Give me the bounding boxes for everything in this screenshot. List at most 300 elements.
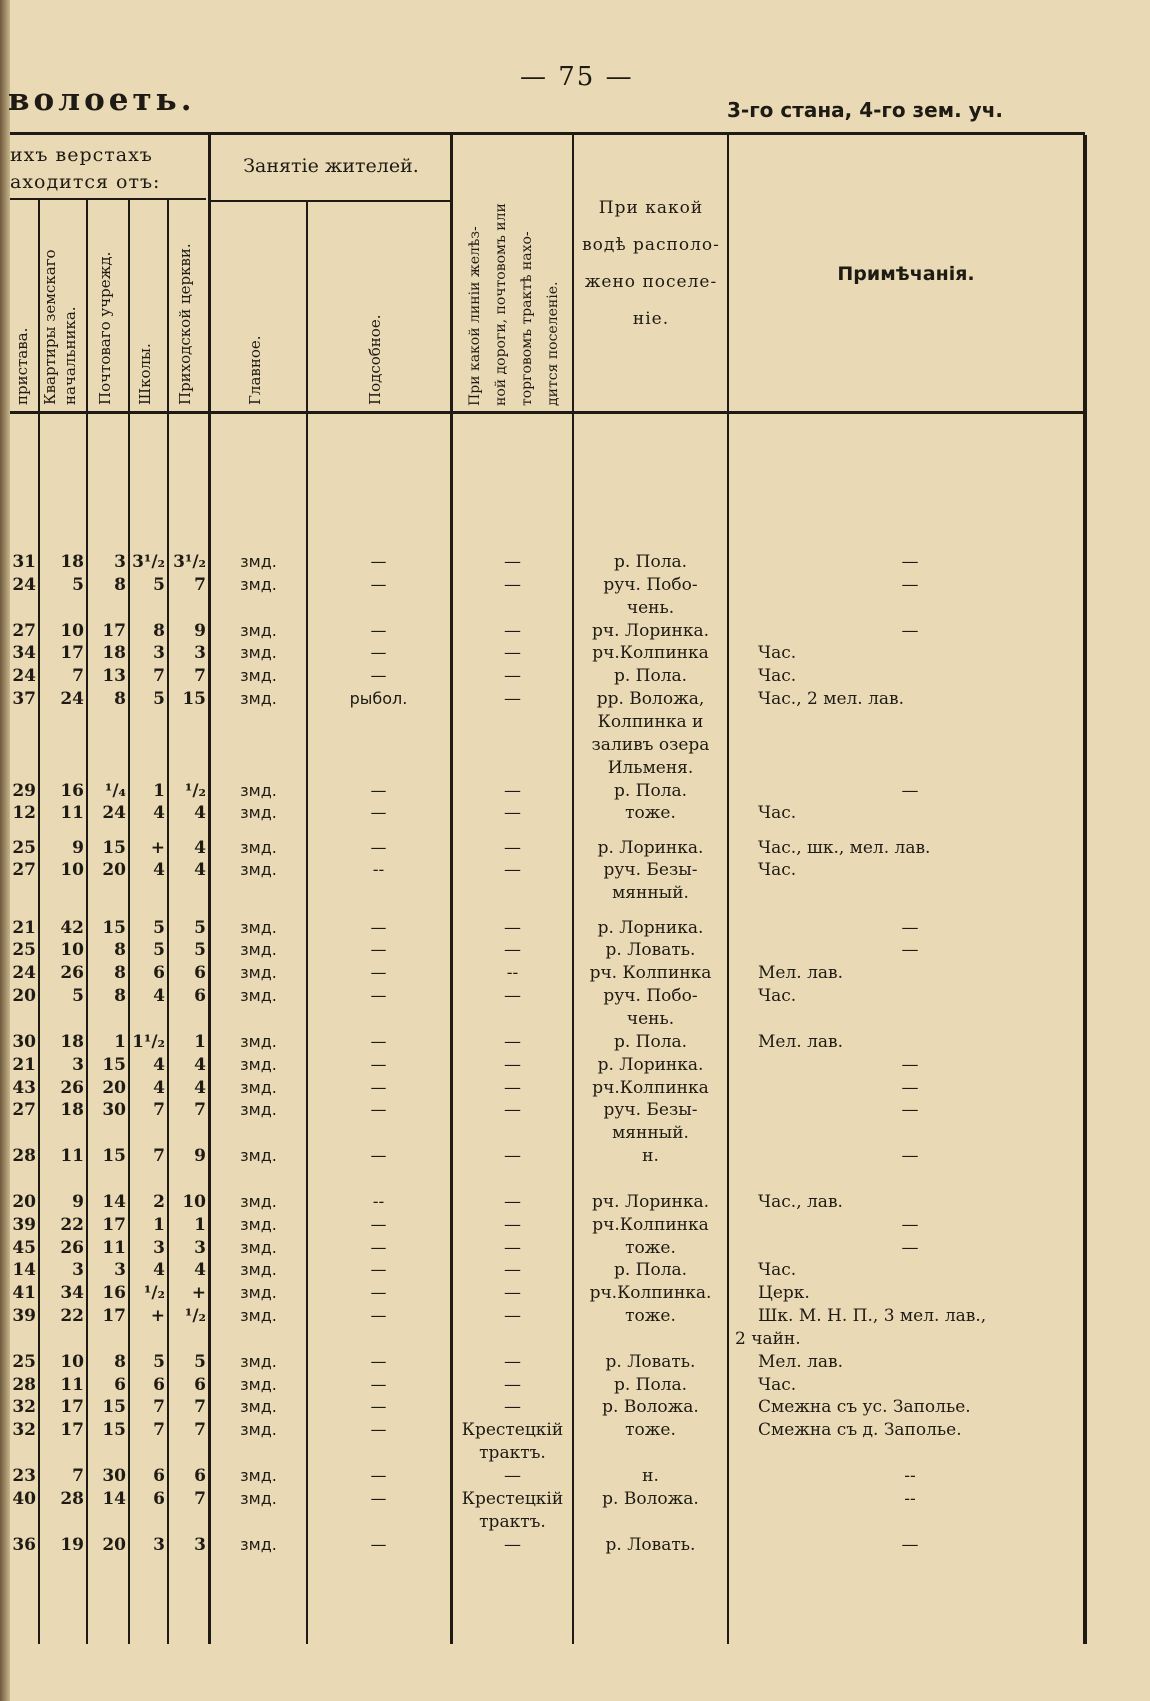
table-cell-f: змд.: [240, 803, 277, 823]
table-cell-n: —: [901, 1237, 919, 1258]
table-cell-n: Мел. лав.: [758, 1351, 843, 1372]
table-cell-g: —: [370, 803, 387, 823]
header-group-distance: ихъ верстахъ аходится отъ:: [10, 144, 161, 193]
table-cell-g: —: [370, 643, 387, 663]
table-cell-b: 11: [60, 1146, 84, 1167]
table-cell-b: 7: [72, 666, 84, 687]
table-cell-c: 16: [102, 1283, 126, 1304]
header-col-doroga: При какой линіи желѣз- ной дороги, почтовомъ или торговомъ трактѣ нахо- дится поселеніе.: [467, 203, 561, 406]
table-cell-b: 7: [72, 1466, 84, 1486]
table-cell-d: 6: [153, 1466, 165, 1486]
table-cell-n: Час.: [758, 1374, 797, 1395]
table-cell-h: —: [504, 837, 521, 858]
table-cell-e: 3: [194, 1534, 206, 1555]
table-cell-c: 15: [102, 1397, 126, 1418]
table-cell-f: змд.: [240, 1146, 277, 1166]
table-cell-g: --: [372, 1191, 385, 1211]
table-cell-e: 5: [194, 1351, 206, 1372]
table-cell-w: рч. Лоринка.: [591, 620, 710, 641]
table-cell-d: 4: [153, 1260, 165, 1281]
table-cell-n: —: [901, 780, 919, 801]
table-cell-n: —: [901, 1054, 919, 1075]
table-cell-n2: 2 чайн.: [735, 1328, 801, 1349]
table-cell-b: 9: [72, 1191, 84, 1212]
table-cell-b: 17: [60, 1397, 84, 1418]
table-cell-g: —: [370, 1283, 387, 1303]
table-cell-f: змд.: [240, 574, 277, 594]
table-cell-f: змд.: [240, 643, 277, 663]
table-cell-d: 5: [153, 689, 165, 710]
table-cell-f: змд.: [240, 940, 277, 960]
table-cell-g: —: [370, 1077, 387, 1097]
table-cell-h: —: [504, 643, 521, 664]
table-cell-e: 6: [194, 986, 206, 1007]
table-cell-g: —: [370, 1146, 387, 1166]
table-cell-h: —: [504, 803, 521, 824]
table-cell-n: --: [904, 1466, 916, 1486]
table-cell-g: —: [370, 1237, 387, 1257]
table-cell-e: ¹/₂: [184, 1306, 206, 1327]
table-cell-w: р. Пола.: [613, 552, 688, 572]
table-cell-c: 14: [102, 1191, 126, 1212]
table-cell-g: —: [370, 986, 387, 1006]
header-col-shkola: Школы.: [136, 343, 154, 405]
table-cell-f: змд.: [240, 1466, 277, 1485]
table-cell-e: 7: [194, 1397, 206, 1418]
table-cell-w: рч.Колпинка.: [589, 1283, 712, 1304]
table-cell-w: заливъ озера: [591, 734, 710, 755]
table-cell-f: змд.: [240, 1191, 277, 1211]
table-cell-c: 20: [102, 1534, 126, 1555]
table-cell-w: рч.Колпинка: [592, 1077, 709, 1098]
table-cell-b: 11: [60, 803, 84, 824]
table-cell-d: 6: [153, 963, 165, 984]
book-spine-shadow: [0, 0, 10, 1701]
table-cell-d: 5: [153, 1351, 165, 1372]
table-cell-d: ¹/₂: [143, 1283, 165, 1304]
table-cell-c: 30: [102, 1100, 126, 1121]
table-cell-d: 7: [153, 1420, 165, 1441]
table-cell-h: --: [506, 963, 519, 984]
table-cell-d: +: [150, 837, 165, 858]
table-cell-h: —: [504, 1374, 521, 1395]
table-cell-f: змд.: [240, 1306, 277, 1326]
table-cell-d: 7: [153, 1397, 165, 1418]
table-cell-n: Мел. лав.: [758, 1031, 843, 1052]
table-cell-w: н.: [642, 1466, 659, 1486]
table-cell-g: —: [370, 1374, 387, 1394]
header-col-tserkov: Приходской церкви.: [176, 243, 194, 405]
table-cell-e: ¹/₂: [184, 780, 206, 801]
table-cell-c: 17: [102, 1306, 126, 1327]
table-cell-f: змд.: [240, 1214, 277, 1234]
table-cell-a: 21: [12, 1054, 36, 1075]
table-cell-f: змд.: [240, 860, 277, 880]
header-col-glavnoe: Главное.: [246, 335, 264, 405]
table-cell-e: 6: [194, 963, 206, 984]
table-cell-a: 32: [12, 1397, 36, 1418]
table-cell-g: —: [370, 963, 387, 983]
table-cell-a: 14: [12, 1260, 36, 1281]
table-cell-w: р. Лоринка.: [597, 1054, 704, 1075]
table-cell-n: Шк. М. Н. П., 3 мел. лав.,: [758, 1306, 987, 1327]
table-cell-d: 4: [153, 803, 165, 824]
table-cell-f: змд.: [240, 1351, 277, 1371]
table-cell-h: Крестецкій: [461, 1488, 564, 1509]
table-cell-a: 23: [12, 1466, 36, 1486]
table-cell-e: 6: [194, 1466, 206, 1486]
table-cell-g: —: [370, 1420, 387, 1440]
table-cell-a: 39: [12, 1306, 36, 1327]
table-cell-n: Час., лав.: [758, 1191, 843, 1212]
col-rule-8: [572, 135, 574, 1644]
col-rule-10: [1083, 135, 1087, 1644]
table-cell-b: 3: [72, 1054, 84, 1075]
table-cell-w: руч. Безы-: [603, 860, 698, 881]
table-cell-d: 1: [153, 1214, 165, 1235]
table-cell-c: 8: [114, 574, 126, 595]
table-cell-g: рыбол.: [349, 689, 408, 709]
table-cell-d: +: [150, 1306, 165, 1327]
table-cell-w: Ильменя.: [607, 757, 694, 778]
table-cell-g: —: [370, 1306, 387, 1326]
table-cell-b: 28: [60, 1488, 84, 1509]
table-cell-d: 4: [153, 860, 165, 881]
table-cell-b: 11: [60, 1374, 84, 1395]
table-cell-a: 21: [12, 917, 36, 938]
table-cell-g: —: [370, 1397, 387, 1417]
table-cell-h: —: [504, 940, 521, 961]
table-cell-d: 1: [153, 780, 165, 801]
table-cell-d: 4: [153, 986, 165, 1007]
table-cell-f: змд.: [240, 1397, 277, 1417]
table-cell-a: 32: [12, 1420, 36, 1441]
table-cell-d: 3: [153, 1237, 165, 1258]
table-cell-f: змд.: [240, 1077, 277, 1097]
page-header-left: волоеть.: [8, 82, 196, 118]
table-cell-e: 6: [194, 1374, 206, 1395]
col-rule-9: [727, 135, 729, 1644]
table-cell-h: —: [504, 860, 521, 881]
table-cell-h: Крестецкій: [461, 1420, 564, 1441]
table-cell-w: рч. Колпинка: [589, 963, 712, 984]
table-cell-a: 31: [12, 552, 36, 572]
table-cell-b: 19: [60, 1534, 84, 1555]
table-cell-n: Час.: [758, 666, 797, 687]
table-cell-h: —: [504, 1306, 521, 1327]
table-cell-c: 30: [102, 1466, 126, 1486]
table-cell-c: 3: [114, 552, 126, 572]
table-cell-f: змд.: [240, 780, 277, 800]
table-cell-h: —: [504, 1351, 521, 1372]
table-cell-e: 4: [194, 1077, 206, 1098]
table-cell-c: 15: [102, 1420, 126, 1441]
table-cell-h: —: [504, 780, 521, 801]
table-cell-a: 34: [12, 643, 36, 664]
table-cell-a: 25: [12, 1351, 36, 1372]
table-cell-b: 10: [60, 860, 84, 881]
page-number: — 75 —: [520, 62, 634, 92]
header-group-occupation: Занятіе жителей.: [243, 155, 419, 177]
table-cell-a: 25: [12, 940, 36, 961]
table-cell-n: —: [901, 917, 919, 938]
table-cell-d: 4: [153, 1077, 165, 1098]
table-cell-a: 25: [12, 837, 36, 858]
table-cell-f: змд.: [240, 1488, 277, 1508]
table-cell-h: —: [504, 1214, 521, 1235]
table-cell-h: —: [504, 620, 521, 641]
header-col-kvartira: Квартиры земскаго начальника.: [41, 249, 79, 405]
table-cell-e: 1: [194, 1031, 206, 1052]
table-cell-g: —: [370, 552, 387, 571]
table-cell-n: Церк.: [758, 1283, 810, 1304]
table-cell-h: —: [504, 1466, 521, 1486]
table-cell-w: тоже.: [625, 1237, 676, 1258]
table-cell-b: 5: [72, 986, 84, 1007]
table-cell-b: 24: [60, 689, 84, 710]
table-cell-a: 41: [12, 1283, 36, 1304]
table-cell-h: —: [504, 1260, 521, 1281]
table-cell-w: руч. Безы-: [603, 1100, 698, 1121]
table-cell-d: 8: [153, 620, 165, 641]
table-cell-f: змд.: [240, 1054, 277, 1074]
table-cell-g: --: [372, 860, 385, 880]
table-cell-g: —: [370, 574, 387, 594]
table-cell-b: 17: [60, 643, 84, 664]
table-cell-d: 3: [153, 643, 165, 664]
table-cell-w: р. Воложа.: [602, 1488, 699, 1509]
table-cell-n: —: [901, 1100, 919, 1121]
col-rule-5: [208, 135, 211, 1644]
table-cell-w: р. Лорника.: [597, 917, 704, 938]
table-cell-n: —: [901, 574, 919, 595]
header-bottom-rule: [10, 411, 1085, 414]
table-cell-b: 10: [60, 620, 84, 641]
table-cell-n: Час.: [758, 986, 797, 1007]
table-cell-h: —: [504, 1534, 521, 1555]
table-cell-n: Смежна съ д. Заполье.: [758, 1420, 962, 1441]
table-cell-g: —: [370, 837, 387, 857]
table-cell-g: —: [370, 1488, 387, 1508]
table-cell-e: 15: [182, 689, 206, 710]
table-cell-g: —: [370, 1031, 387, 1051]
table-cell-h: —: [504, 689, 521, 710]
table-cell-g: —: [370, 917, 387, 937]
table-cell-n: Смежна съ ус. Заполье.: [758, 1397, 971, 1418]
table-cell-c: 11: [102, 1237, 126, 1258]
table-cell-g: —: [370, 620, 387, 640]
table-cell-d: 5: [153, 917, 165, 938]
table-cell-g: —: [370, 1534, 387, 1554]
table-cell-f: змд.: [240, 620, 277, 640]
table-cell-a: 30: [12, 1031, 36, 1052]
col-rule-6: [306, 202, 308, 1644]
table-cell-h: —: [504, 1077, 521, 1098]
table-cell-w: тоже.: [625, 1306, 676, 1327]
table-cell-a: 45: [12, 1237, 36, 1258]
table-cell-c: 1: [114, 1031, 126, 1052]
table-cell-e: 7: [194, 1488, 206, 1509]
table-cell-n: —: [901, 1214, 919, 1235]
table-cell-a: 36: [12, 1534, 36, 1555]
table-cell-n: Мел. лав.: [758, 963, 843, 984]
table-cell-d: 4: [153, 1054, 165, 1075]
table-cell-d: 3¹/₂: [132, 552, 165, 572]
table-cell-h: —: [504, 1237, 521, 1258]
table-cell-f: змд.: [240, 986, 277, 1006]
table-cell-b: 22: [60, 1214, 84, 1235]
table-cell-e: 7: [194, 1100, 206, 1121]
table-cell-f: змд.: [240, 963, 277, 983]
table-cell-h: —: [504, 1031, 521, 1052]
table-cell-f: змд.: [240, 666, 277, 686]
table-cell-n: --: [904, 1488, 916, 1509]
table-cell-c: 3: [114, 1260, 126, 1281]
table-cell-g: —: [370, 780, 387, 800]
table-cell-d: 2: [153, 1191, 165, 1212]
table-cell-h: —: [504, 552, 521, 572]
table-cell-b: 22: [60, 1306, 84, 1327]
table-cell-a: 40: [12, 1488, 36, 1509]
table-cell-g: —: [370, 1466, 387, 1485]
header-col-pristav: пристава.: [13, 327, 31, 405]
table-cell-w: мянный.: [612, 883, 689, 904]
table-cell-d: 6: [153, 1488, 165, 1509]
table-cell-c: 8: [114, 1351, 126, 1372]
table-cell-d: 5: [153, 574, 165, 595]
table-cell-f: змд.: [240, 1237, 277, 1257]
table-cell-g: —: [370, 1054, 387, 1074]
table-cell-n: —: [901, 1077, 919, 1098]
table-cell-b: 16: [60, 780, 84, 801]
table-cell-h: —: [504, 1397, 521, 1418]
table-cell-a: 29: [12, 780, 36, 801]
table-cell-h: —: [504, 917, 521, 938]
table-cell-n: —: [901, 940, 919, 961]
table-cell-f: змд.: [240, 1100, 277, 1120]
table-cell-c: 15: [102, 917, 126, 938]
table-cell-n: Час.: [758, 860, 797, 881]
table-cell-w: р. Ловать.: [605, 1351, 696, 1372]
table-cell-a: 27: [12, 1100, 36, 1121]
table-cell-e: 4: [194, 803, 206, 824]
table-cell-h: —: [504, 986, 521, 1007]
table-cell-c: 8: [114, 963, 126, 984]
table-cell-f: змд.: [240, 1283, 277, 1303]
table-cell-b: 18: [60, 1031, 84, 1052]
table-cell-n: —: [901, 620, 919, 641]
table-cell-w: р. Воложа.: [602, 1397, 699, 1418]
table-cell-n: —: [901, 552, 919, 572]
table-cell-w: тоже.: [625, 1420, 676, 1441]
table-cell-b: 26: [60, 963, 84, 984]
table-cell-b: 34: [60, 1283, 84, 1304]
table-cell-w: тоже.: [625, 803, 676, 824]
table-cell-n: —: [901, 1146, 919, 1167]
table-cell-n: —: [901, 1534, 919, 1555]
table-cell-b: 9: [72, 837, 84, 858]
table-cell-a: 24: [12, 574, 36, 595]
page-header-right: 3-го стана, 4-го зем. уч.: [727, 98, 1004, 122]
table-cell-b: 42: [60, 917, 84, 938]
table-cell-g: —: [370, 1351, 387, 1371]
table-cell-f: змд.: [240, 552, 277, 571]
table-cell-n: Час., 2 мел. лав.: [758, 689, 905, 710]
table-cell-f: змд.: [240, 689, 277, 709]
table-cell-a: 28: [12, 1146, 36, 1167]
table-cell-e: 4: [194, 837, 206, 858]
table-cell-e: +: [191, 1283, 206, 1304]
table-cell-c: 20: [102, 860, 126, 881]
table-cell-c: 8: [114, 940, 126, 961]
table-cell-w: рр. Воложа,: [596, 689, 705, 710]
table-cell-d: 7: [153, 1100, 165, 1121]
table-cell-f: змд.: [240, 1534, 277, 1554]
table-cell-g: —: [370, 666, 387, 686]
table-cell-b: 10: [60, 1351, 84, 1372]
table-cell-w: р. Пола.: [613, 666, 688, 687]
table-cell-f: змд.: [240, 917, 277, 937]
table-cell-a: 39: [12, 1214, 36, 1235]
table-cell-w: чень.: [626, 597, 675, 618]
table-cell-g: —: [370, 940, 387, 960]
table-cell-e: 5: [194, 940, 206, 961]
table-cell-h: трактъ.: [479, 1511, 546, 1532]
table-cell-c: 13: [102, 666, 126, 687]
table-cell-e: 7: [194, 574, 206, 595]
table-cell-a: 24: [12, 666, 36, 687]
table-cell-d: 5: [153, 940, 165, 961]
table-cell-h: —: [504, 1054, 521, 1075]
table-cell-w: рч.Колпинка: [592, 643, 709, 664]
table-cell-d: 3: [153, 1534, 165, 1555]
table-cell-c: 18: [102, 643, 126, 664]
table-cell-c: 15: [102, 1146, 126, 1167]
table-cell-c: 15: [102, 837, 126, 858]
header-col-voda: При какой водѣ располо- жено поселе- ніе.: [582, 198, 720, 329]
group-occupation-rule: [210, 200, 450, 202]
table-cell-b: 5: [72, 574, 84, 595]
table-cell-f: змд.: [240, 837, 277, 857]
table-cell-f: змд.: [240, 1031, 277, 1051]
table-cell-b: 26: [60, 1077, 84, 1098]
table-cell-e: 7: [194, 666, 206, 687]
table-cell-d: 6: [153, 1374, 165, 1395]
table-cell-d: 7: [153, 1146, 165, 1167]
table-cell-w: мянный.: [612, 1123, 689, 1144]
table-cell-a: 24: [12, 963, 36, 984]
table-cell-a: 27: [12, 620, 36, 641]
table-cell-f: змд.: [240, 1374, 277, 1394]
table-cell-c: ¹/₄: [104, 780, 126, 801]
table-cell-h: —: [504, 1191, 521, 1212]
table-cell-a: 28: [12, 1374, 36, 1395]
table-cell-b: 18: [60, 552, 84, 572]
table-cell-w: рч. Лоринка.: [591, 1191, 710, 1212]
table-cell-w: н.: [642, 1146, 659, 1167]
table-cell-n: Час.: [758, 643, 797, 664]
table-cell-h: —: [504, 1100, 521, 1121]
table-cell-w: р. Ловать.: [605, 940, 696, 961]
table-cell-e: 3: [194, 643, 206, 664]
table-cell-e: 9: [194, 1146, 206, 1167]
table-cell-w: р. Лоринка.: [597, 837, 704, 858]
table-cell-b: 18: [60, 1100, 84, 1121]
table-cell-h: —: [504, 666, 521, 687]
table-cell-e: 5: [194, 917, 206, 938]
table-cell-g: —: [370, 1260, 387, 1280]
table-cell-b: 17: [60, 1420, 84, 1441]
